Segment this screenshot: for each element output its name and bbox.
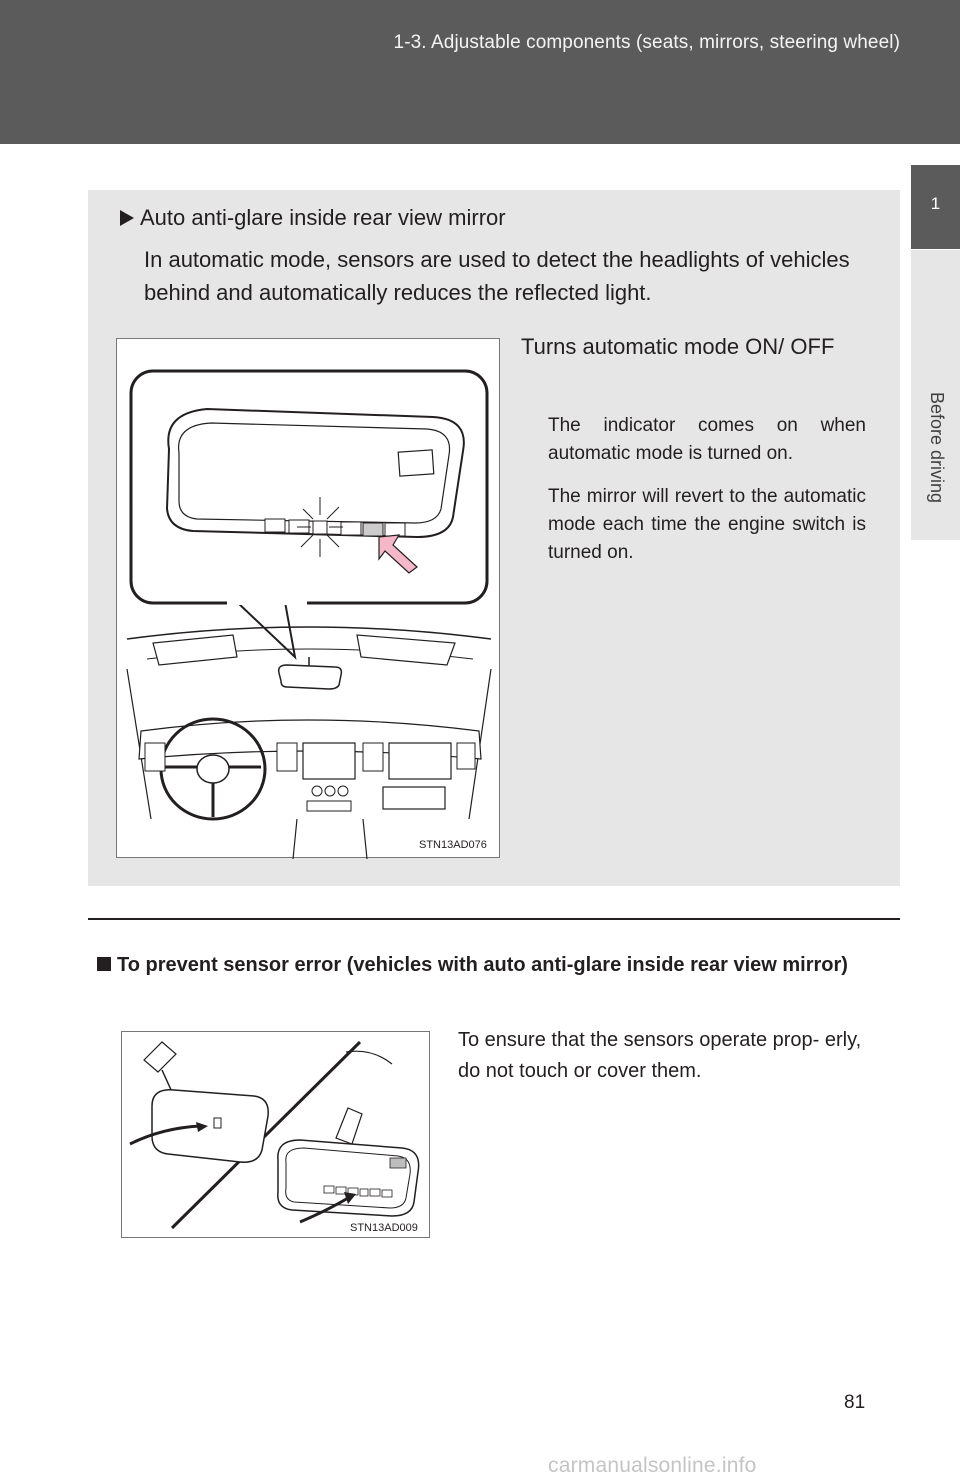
chapter-tab-label [911,250,960,540]
triangle-bullet-icon [120,210,134,226]
mirror-dashboard-drawing [117,339,501,859]
figure-code-2: STN13AD009 [350,1222,418,1234]
section-header-title: 1-3. Adjustable components (seats, mirrors, steering wheel) [393,32,900,53]
chapter-tab-number [911,165,960,249]
indicator-note: The indicator comes on when automatic mode is turned on. [548,415,866,464]
info-heading-text: To prevent sensor error (vehicles with auto anti-glare inside rear view mirror) [117,954,848,976]
revert-note: The mirror will revert to the automatic mode each time the engine switch is turned on. [548,486,866,563]
watermark: carmanualsonline.info [548,1454,757,1477]
chapter-number: 1 [930,194,941,213]
section-divider [88,918,900,920]
feature-title-text: Auto anti-glare inside rear view mirror [140,205,506,230]
sensor-location-drawing [122,1032,431,1239]
sensor-location-illustration [121,1031,430,1238]
square-bullet-icon [97,957,111,971]
figure-code-1: STN13AD076 [419,839,487,851]
info-heading [97,950,897,980]
page-number: 81 [844,1392,866,1413]
page-header [0,0,960,144]
mirror-dashboard-illustration [116,338,500,858]
info-body: To ensure that the sensors operate prop- erly, do not touch or cover them. [458,1029,862,1082]
chapter-label: Before driving [927,392,947,504]
feature-title [120,205,506,231]
feature-description: In automatic mode, sensors are used to detect the headlights of vehicles behind and automatically reduces the reflected light. [144,247,850,305]
callout-button-description: Turns automatic mode ON/ OFF [521,334,835,359]
